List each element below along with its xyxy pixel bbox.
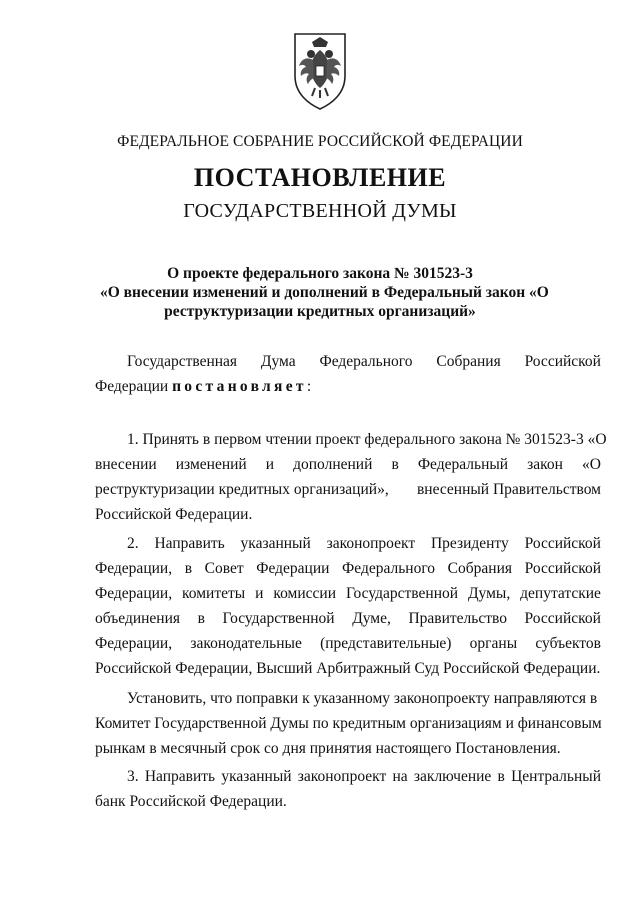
word: Президенту — [430, 534, 509, 552]
word: в — [391, 455, 399, 473]
paragraph-line: банк Российской Федерации. — [95, 793, 287, 810]
word: Российской — [524, 559, 601, 577]
paragraph-line — [95, 581, 601, 606]
document-subtitle: ГОСУДАРСТВЕННОЙ ДУМЫ — [183, 200, 457, 222]
word: субъектов — [535, 634, 601, 652]
word: Федерального — [342, 559, 436, 577]
word: Думы, — [467, 584, 511, 602]
word: Собрания — [447, 559, 512, 577]
word: комитеты — [182, 584, 246, 602]
word: в — [197, 609, 205, 627]
word: «О — [581, 455, 601, 473]
paragraph-line — [95, 531, 601, 556]
word: на — [392, 767, 408, 785]
paragraph-1 — [95, 427, 607, 527]
document-subject — [100, 264, 549, 321]
paragraph-2 — [95, 531, 601, 681]
paragraph-line: 1. Принять в первом чтении проект федерального закона № 301523-3 «О — [127, 431, 607, 448]
word: Совет — [204, 559, 244, 577]
preamble-end: : — [306, 378, 312, 395]
paragraph-line — [95, 631, 601, 656]
word: законопроект — [297, 767, 387, 785]
paragraph-line: Комитет Государственной Думы по кредитным организациям и финансовым — [95, 715, 602, 732]
word: заключение — [413, 767, 492, 785]
word: органы — [469, 634, 518, 652]
word: Федерации, — [95, 634, 173, 652]
subject-line: О проекте федерального закона № 301523-3 — [167, 265, 473, 282]
paragraph-line — [95, 452, 601, 477]
paragraph-line: рынкам в месячный срок со дня принятия настоящего Постановления. — [95, 740, 561, 757]
subject-line: «О внесении изменений и дополнений в Федеральный закон «О — [100, 284, 549, 301]
word: дополнений — [293, 455, 373, 473]
word: в — [184, 559, 193, 577]
word: Дума — [260, 352, 296, 370]
word: закон — [527, 455, 563, 473]
word: Федерации, — [95, 584, 173, 602]
word: Направить — [154, 534, 225, 552]
organization-name: ФЕДЕРАЛЬНОЕ СОБРАНИЕ РОССИЙСКОЙ ФЕДЕРАЦИИ — [117, 133, 523, 150]
word: Российской — [524, 534, 601, 552]
word: изменений — [175, 455, 247, 473]
paragraph-4 — [95, 764, 601, 814]
word: (представительные) — [320, 634, 452, 652]
subject-line: реструктуризации кредитных организаций» — [164, 303, 476, 320]
word: Правительство — [408, 609, 507, 627]
word: реструктуризации кредитных организаций», — [95, 480, 389, 498]
word: и — [255, 584, 264, 602]
word: Думе, — [352, 609, 391, 627]
preamble-start: Федерации — [95, 378, 173, 395]
word: Государственной — [345, 584, 459, 602]
paragraph-line — [95, 606, 601, 631]
word: Центральный — [511, 767, 601, 785]
paragraph-line: Российской Федерации, Высший Арбитражный Суд Российской Федерации. — [95, 660, 601, 677]
word: Федерации, — [95, 559, 173, 577]
word: внесенный Правительством — [416, 480, 601, 498]
preamble-line — [95, 374, 601, 399]
word: Государственная — [127, 352, 238, 370]
paragraph-line: Установить, что поправки к указанному законопроекту направляются в — [127, 690, 598, 707]
word: объединения — [95, 609, 181, 627]
document-title: ПОСТАНОВЛЕНИЕ — [193, 163, 447, 192]
word: Федерального — [319, 352, 413, 370]
word: Федеральный — [417, 455, 509, 473]
paragraph-line: Российской Федерации. — [95, 506, 253, 523]
word: в — [497, 767, 505, 785]
word: внесении — [95, 455, 157, 473]
word: Федерации — [256, 559, 330, 577]
word: указанный — [240, 534, 311, 552]
word: Российской — [524, 352, 601, 370]
word: законопроект — [326, 534, 416, 552]
resolves-word: постановляет — [172, 378, 307, 395]
paragraph-line — [95, 556, 601, 581]
paragraph-line — [95, 477, 601, 502]
word: комиссии — [273, 584, 336, 602]
word: Российской — [524, 609, 601, 627]
word: депутатские — [520, 584, 601, 602]
preamble-line — [95, 349, 601, 374]
word: Направить — [144, 767, 216, 785]
word: Государственной — [222, 609, 335, 627]
paragraph-line — [95, 764, 601, 789]
word: 2. — [127, 534, 139, 552]
russian-coat-of-arms-icon — [291, 30, 349, 112]
word: указанный — [221, 767, 292, 785]
word: Собрания — [436, 352, 501, 370]
word: 3. — [127, 767, 139, 785]
preamble — [95, 349, 601, 399]
paragraph-3 — [95, 686, 601, 761]
word: законодательные — [190, 634, 302, 652]
word: и — [265, 455, 275, 473]
